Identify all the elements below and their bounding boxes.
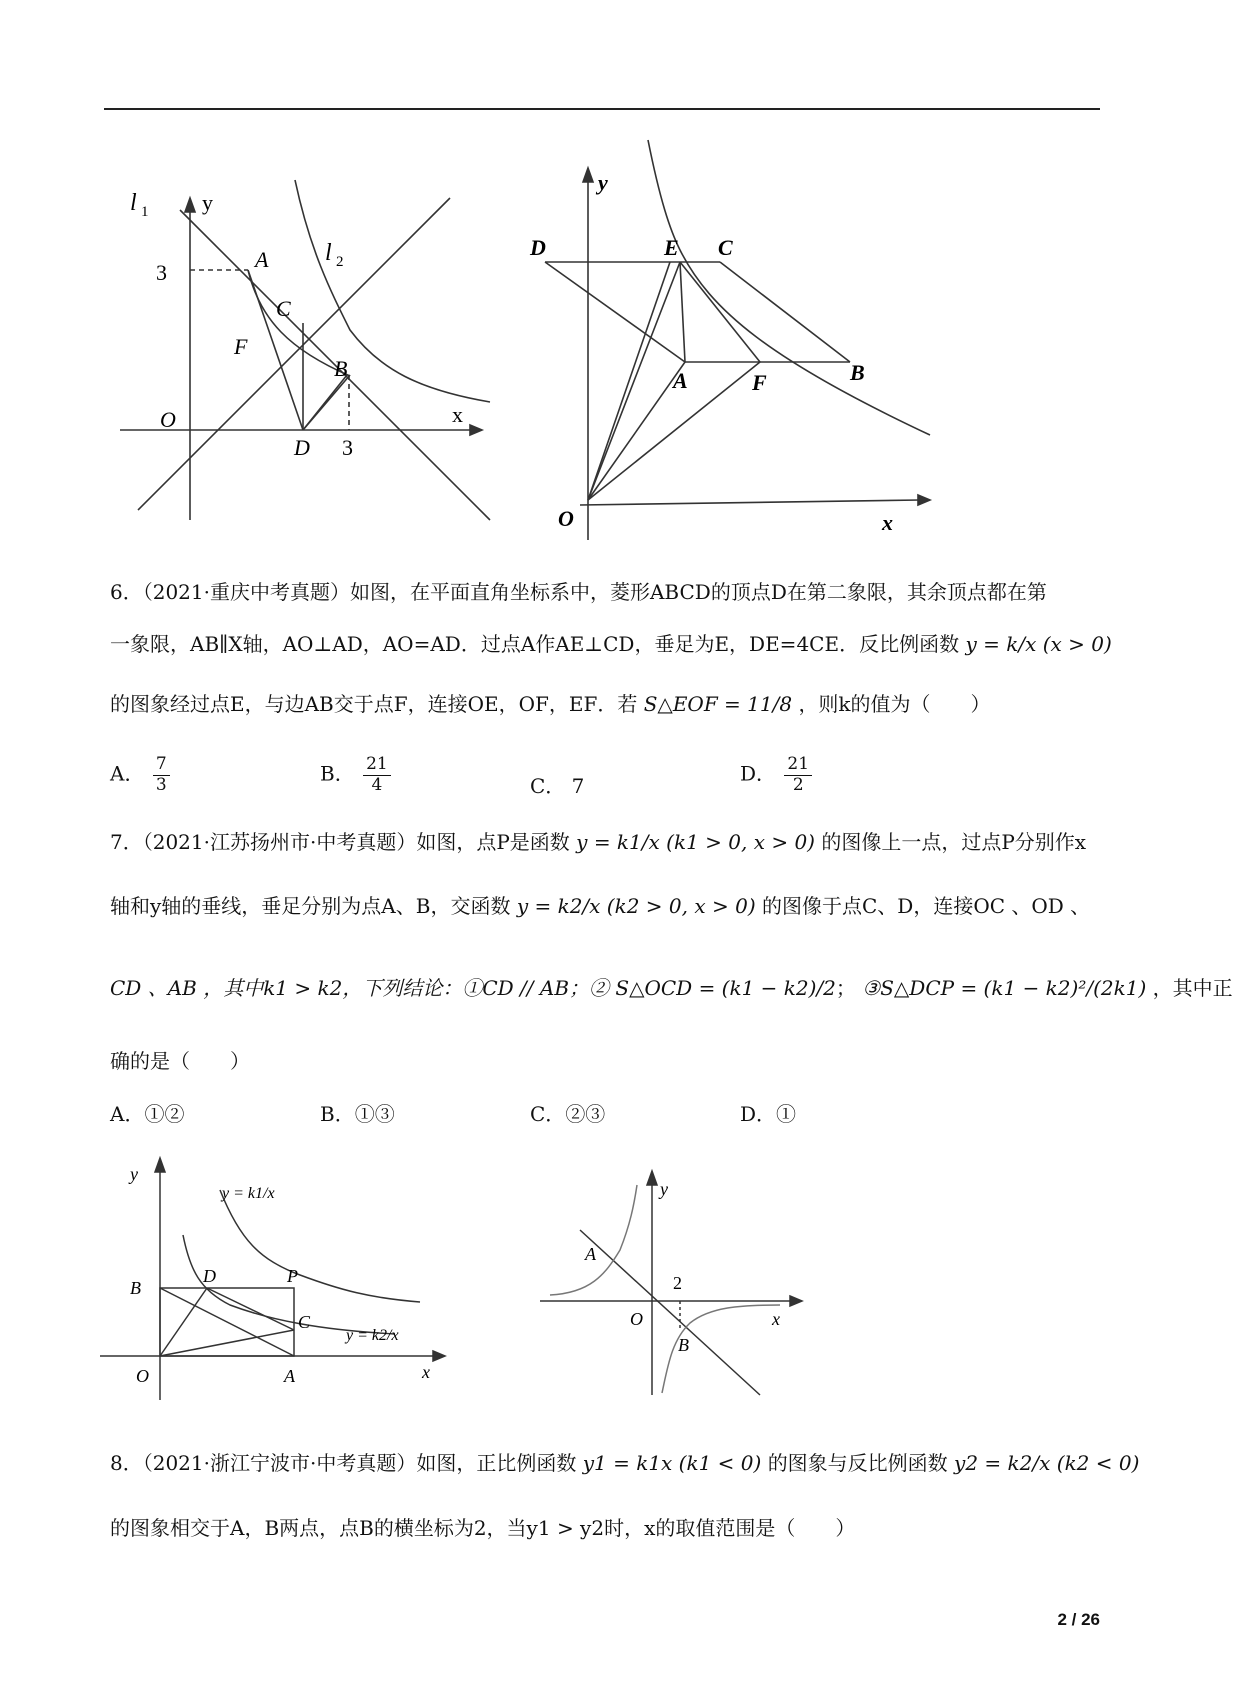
q6-option-b[interactable] bbox=[320, 755, 393, 795]
fig1-label-d: D bbox=[294, 435, 310, 460]
q7-option-a-text: ①② bbox=[144, 1102, 185, 1126]
fig4-line-y1 bbox=[580, 1230, 760, 1395]
q7-line-1 bbox=[110, 826, 1086, 855]
fig3-label-c: C bbox=[298, 1312, 311, 1332]
fig1-label-l2: l bbox=[325, 240, 332, 266]
q7-option-b-label: B． bbox=[320, 1102, 355, 1126]
fig2-seg-cb bbox=[720, 262, 850, 362]
fig3-label-y: y bbox=[130, 1164, 138, 1184]
q6-option-d-fraction bbox=[784, 755, 812, 795]
fig2-x-axis bbox=[580, 500, 920, 505]
fig1-label-l1-sub: 1 bbox=[141, 204, 149, 220]
fig3-y-arrow bbox=[155, 1158, 165, 1172]
fig1-label-x: x bbox=[452, 402, 463, 427]
q7-option-a-label: A． bbox=[110, 1102, 145, 1126]
fig1-line-l2 bbox=[138, 198, 450, 510]
header-rule bbox=[104, 108, 1100, 110]
fig1-label-3x: 3 bbox=[342, 435, 353, 460]
fig4-label-x: x bbox=[772, 1309, 780, 1329]
fig1-label-l2-sub: 2 bbox=[336, 254, 344, 270]
q6-option-b-den: 4 bbox=[371, 774, 383, 795]
fig3-seg-od bbox=[160, 1288, 207, 1356]
figure-4 bbox=[530, 1165, 810, 1405]
q8-function-2: y2 = k2/x (k2 < 0) bbox=[954, 1451, 1140, 1475]
fig2-seg-ea bbox=[680, 262, 685, 362]
fig3-label-d: D bbox=[203, 1266, 216, 1286]
q6-option-c[interactable] bbox=[530, 770, 584, 799]
q8-function-1: y1 = k1x (k1 < 0) bbox=[582, 1451, 762, 1475]
fig3-x-arrow bbox=[433, 1351, 445, 1361]
fig1-hyperbola bbox=[295, 180, 490, 402]
q7-option-d[interactable] bbox=[740, 1098, 796, 1127]
fig2-label-y: y bbox=[598, 170, 608, 195]
q7-function-1: y = k1/x (k1 > 0, x > 0) bbox=[576, 830, 815, 854]
q6-option-d-den: 2 bbox=[792, 774, 804, 795]
q7-option-b-text: ①③ bbox=[354, 1102, 395, 1126]
fig1-x-arrow bbox=[470, 425, 482, 435]
fig2-seg-od bbox=[588, 262, 670, 500]
fig2-label-x: x bbox=[882, 510, 893, 535]
q7-option-c[interactable] bbox=[530, 1098, 605, 1127]
figure-1 bbox=[120, 170, 500, 530]
q8-line-2: 的图象相交于A，B两点，点B的横坐标为2，当y1 > y2时，x的取值范围是（ ） bbox=[110, 1516, 856, 1540]
fig4-label-2: 2 bbox=[673, 1273, 682, 1293]
fig3-label-f2: y = k2/x bbox=[346, 1327, 399, 1344]
q7-line-2-text: 轴和y轴的垂线，垂足分别为点A、B，交函数 bbox=[110, 894, 511, 918]
fig4-curve-left bbox=[550, 1185, 637, 1295]
fig2-label-f: F bbox=[752, 370, 767, 395]
q6-option-a-label: A． bbox=[110, 761, 145, 786]
fig3-seg-dc bbox=[207, 1288, 294, 1330]
fig1-label-f: F bbox=[234, 334, 248, 359]
q6-option-a-fraction bbox=[153, 755, 170, 795]
fig3-label-o: O bbox=[136, 1366, 149, 1386]
fig1-label-3y: 3 bbox=[156, 260, 167, 285]
q7-line-2 bbox=[110, 890, 1090, 919]
q6-option-b-label: B． bbox=[320, 761, 355, 786]
q6-line-3-text: 的图象经过点E，与边AB交于点F，连接OE，OF，EF．若 bbox=[110, 692, 638, 716]
q8-line-1 bbox=[110, 1447, 1139, 1476]
q7-option-a[interactable] bbox=[110, 1098, 184, 1127]
q7-option-c-text: ②③ bbox=[565, 1102, 606, 1126]
q7-line-3-tail: ，其中正 bbox=[1152, 976, 1233, 1000]
page-number: 2 / 26 bbox=[1057, 1610, 1100, 1629]
q6-line-3-tail: ，则k的值为（ ） bbox=[798, 692, 991, 716]
q6-option-c-text: 7 bbox=[571, 774, 585, 798]
q7-option-b[interactable] bbox=[320, 1098, 395, 1127]
q6-option-a-den: 3 bbox=[155, 774, 167, 795]
q7-line-4: 确的是（ ） bbox=[110, 1049, 250, 1073]
fig1-seg-ad bbox=[248, 270, 303, 430]
fig3-label-b: B bbox=[130, 1278, 141, 1298]
figure-2 bbox=[530, 140, 950, 550]
q7-line-3: CD 、AB ，其中k1 > k2，下列结论：①CD // AB；② S△OCD = (k1 − k2)/2； ③S△DCP = (k1 − k2)²/(2k1) ，其中正 bbox=[110, 976, 1233, 1000]
q6-area-expression: S△EOF = 11/8 bbox=[643, 692, 793, 716]
fig1-seg-bd bbox=[303, 375, 347, 430]
q6-line-3 bbox=[110, 688, 991, 717]
fig1-label-y: y bbox=[202, 190, 213, 215]
q7-line-3-text: CD 、AB ，其中k1 > k2，下列结论：①CD // AB；② bbox=[110, 976, 610, 1000]
q6-line-2-text: 一象限，AB∥X轴，AO⊥AD，AO=AD．过点A作AE⊥CD，垂足为E，DE=4CE．反比例函数 bbox=[110, 632, 960, 656]
q7-option-c-label: C． bbox=[530, 1102, 566, 1126]
fig4-label-y: y bbox=[660, 1179, 668, 1199]
q8-line-1-text: 8．（2021·浙江宁波市·中考真题）如图，正比例函数 bbox=[110, 1451, 577, 1475]
q6-line-1: 6．（2021·重庆中考真题）如图，在平面直角坐标系中，菱形ABCD的顶点D在第二象限，其余顶点都在第 bbox=[110, 580, 1047, 604]
fig2-hyperbola bbox=[648, 140, 930, 435]
q7-option-d-text: ① bbox=[776, 1102, 797, 1126]
fig3-label-x: x bbox=[422, 1362, 430, 1382]
fig2-seg-oa bbox=[588, 362, 685, 500]
q6-option-a[interactable] bbox=[110, 755, 172, 795]
fig4-label-o: O bbox=[630, 1309, 643, 1329]
fig1-label-o: O bbox=[160, 407, 176, 432]
fig4-label-a: A bbox=[585, 1244, 596, 1264]
fig4-x-arrow bbox=[790, 1296, 802, 1306]
fig1-label-a: A bbox=[255, 247, 269, 272]
fig2-seg-oe bbox=[588, 262, 680, 500]
q6-option-a-num: 7 bbox=[153, 755, 170, 776]
figure-3 bbox=[100, 1150, 460, 1410]
q7-line-1-text: 7．（2021·江苏扬州市·中考真题）如图，点P是函数 bbox=[110, 830, 570, 854]
fig2-x-arrow bbox=[918, 495, 930, 505]
fig2-label-e: E bbox=[664, 235, 679, 260]
q6-option-c-label: C． bbox=[530, 774, 566, 798]
fig1-label-b: B bbox=[334, 356, 348, 381]
fig3-curve-k1 bbox=[220, 1190, 420, 1302]
q8-line-1-mid: 的图象与反比例函数 bbox=[767, 1451, 948, 1475]
q7-option-d-label: D． bbox=[740, 1102, 777, 1126]
q6-option-b-num: 21 bbox=[363, 755, 391, 776]
fig2-label-c: C bbox=[718, 235, 733, 260]
fig3-label-f1: y = k1/x bbox=[222, 1185, 275, 1202]
q7-line-2-tail: 的图像于点C、D，连接OC 、OD 、 bbox=[762, 894, 1091, 918]
q7-conclusion-3: ③S△DCP = (k1 − k2)²/(2k1) bbox=[862, 976, 1147, 1000]
fig4-label-b: B bbox=[678, 1335, 689, 1355]
q7-line-1-tail: 的图像上一点，过点P分别作x bbox=[821, 830, 1087, 854]
fig1-label-l1: l bbox=[130, 190, 137, 216]
q6-option-b-fraction bbox=[363, 755, 391, 795]
fig1-y-arrow bbox=[185, 198, 195, 212]
q6-option-d[interactable] bbox=[740, 755, 814, 795]
q6-option-d-num: 21 bbox=[784, 755, 812, 776]
fig2-label-d: D bbox=[530, 235, 546, 260]
fig4-y-arrow bbox=[647, 1171, 657, 1185]
fig3-label-a: A bbox=[284, 1366, 295, 1386]
fig1-label-c: C bbox=[276, 296, 291, 321]
q6-option-d-label: D． bbox=[740, 761, 777, 786]
fig2-label-a: A bbox=[673, 368, 688, 393]
q7-conclusion-2: S△OCD = (k1 − k2)/2 bbox=[615, 976, 836, 1000]
fig3-seg-oc bbox=[160, 1330, 294, 1356]
fig2-seg-ef bbox=[680, 262, 760, 362]
fig2-label-b: B bbox=[850, 360, 865, 385]
fig3-label-p: P bbox=[287, 1266, 298, 1286]
q6-function: y = k/x (x > 0) bbox=[965, 632, 1112, 656]
fig2-label-o: O bbox=[558, 506, 574, 531]
fig2-y-arrow bbox=[583, 168, 593, 182]
q6-line-2 bbox=[110, 628, 1112, 657]
q7-function-2: y = k2/x (k2 > 0, x > 0) bbox=[516, 894, 756, 918]
